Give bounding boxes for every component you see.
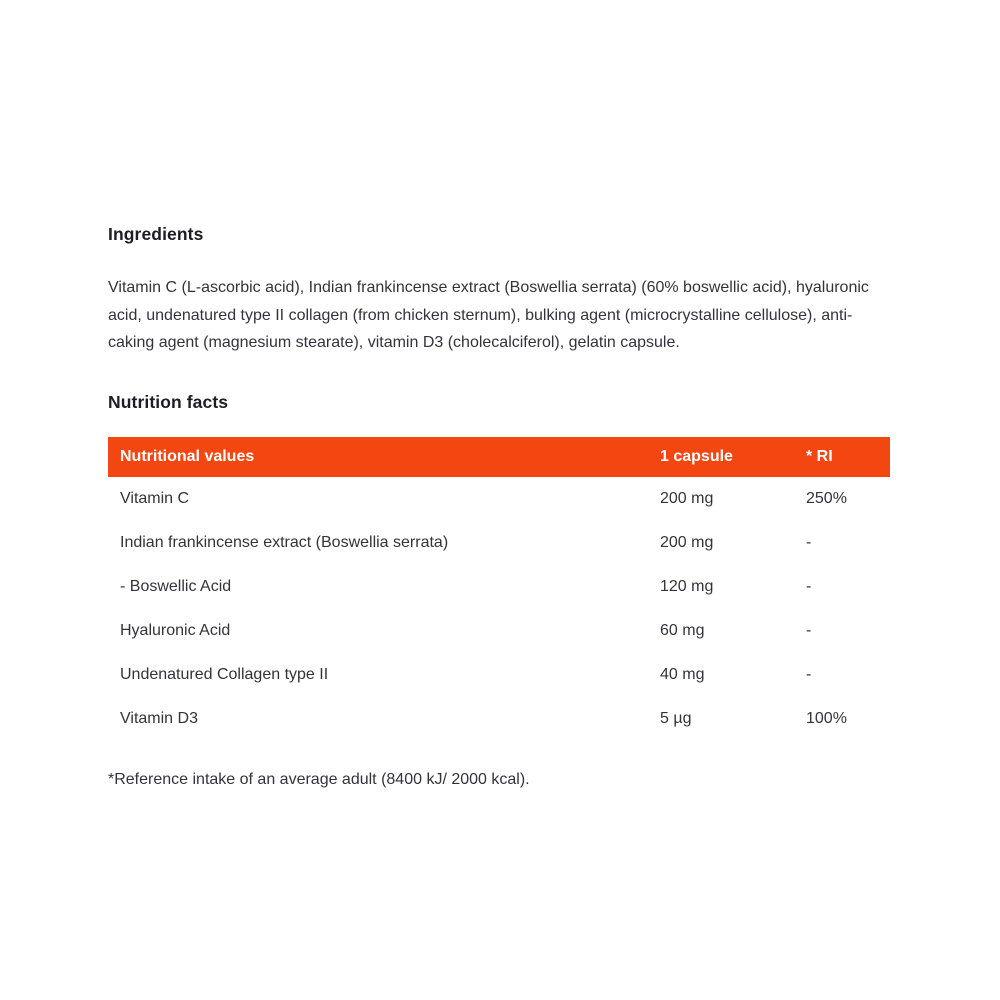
row-name: Hyaluronic Acid <box>120 621 231 639</box>
ingredients-heading: Ingredients <box>108 224 204 244</box>
row-amount: 120 mg <box>660 577 714 595</box>
nutrition-facts-heading: Nutrition facts <box>108 391 229 412</box>
row-amount: 5 µg <box>660 709 692 727</box>
row-ri: - <box>806 665 812 683</box>
header-ri: * RI <box>806 437 890 477</box>
table-row <box>108 521 890 565</box>
row-ri: - <box>806 577 812 595</box>
nutrition-table-header-row <box>108 437 890 477</box>
reference-intake-footnote: *Reference intake of an average adult (8400 kJ/ 2000 kcal). <box>108 770 530 788</box>
row-name: Vitamin C <box>120 489 190 507</box>
row-amount: 60 mg <box>660 621 705 639</box>
header-nutritional-values: Nutritional values <box>108 437 660 477</box>
row-name: Vitamin D3 <box>120 709 198 727</box>
table-row <box>108 609 890 653</box>
row-name: Undenatured Collagen type II <box>120 665 329 683</box>
row-amount: 200 mg <box>660 489 714 507</box>
row-name: Indian frankincense extract (Boswellia serrata) <box>120 533 449 551</box>
product-info-section <box>108 224 890 789</box>
nutrition-table <box>108 437 890 741</box>
row-amount: 40 mg <box>660 665 705 683</box>
row-ri: - <box>806 621 812 639</box>
table-row <box>108 697 890 741</box>
row-ri: 250% <box>806 489 847 507</box>
header-1-capsule: 1 capsule <box>660 437 806 477</box>
table-row <box>108 477 890 521</box>
row-ri: - <box>806 533 812 551</box>
table-row <box>108 653 890 697</box>
row-name: - Boswellic Acid <box>120 577 232 595</box>
table-row <box>108 565 890 609</box>
ingredients-text: Vitamin C (L-ascorbic acid), Indian frankincense extract (Boswellia serrata) (60% boswellic acid), hyaluronic acid, undenatured type II collagen (from chicken sternum), bulking agent (microcrystalline cellulose), anti-caking agent (magnesium stearate), vitamin D3 (cholecalciferol), gelatin capsule. <box>108 279 869 351</box>
row-amount: 200 mg <box>660 533 714 551</box>
row-ri: 100% <box>806 709 847 727</box>
